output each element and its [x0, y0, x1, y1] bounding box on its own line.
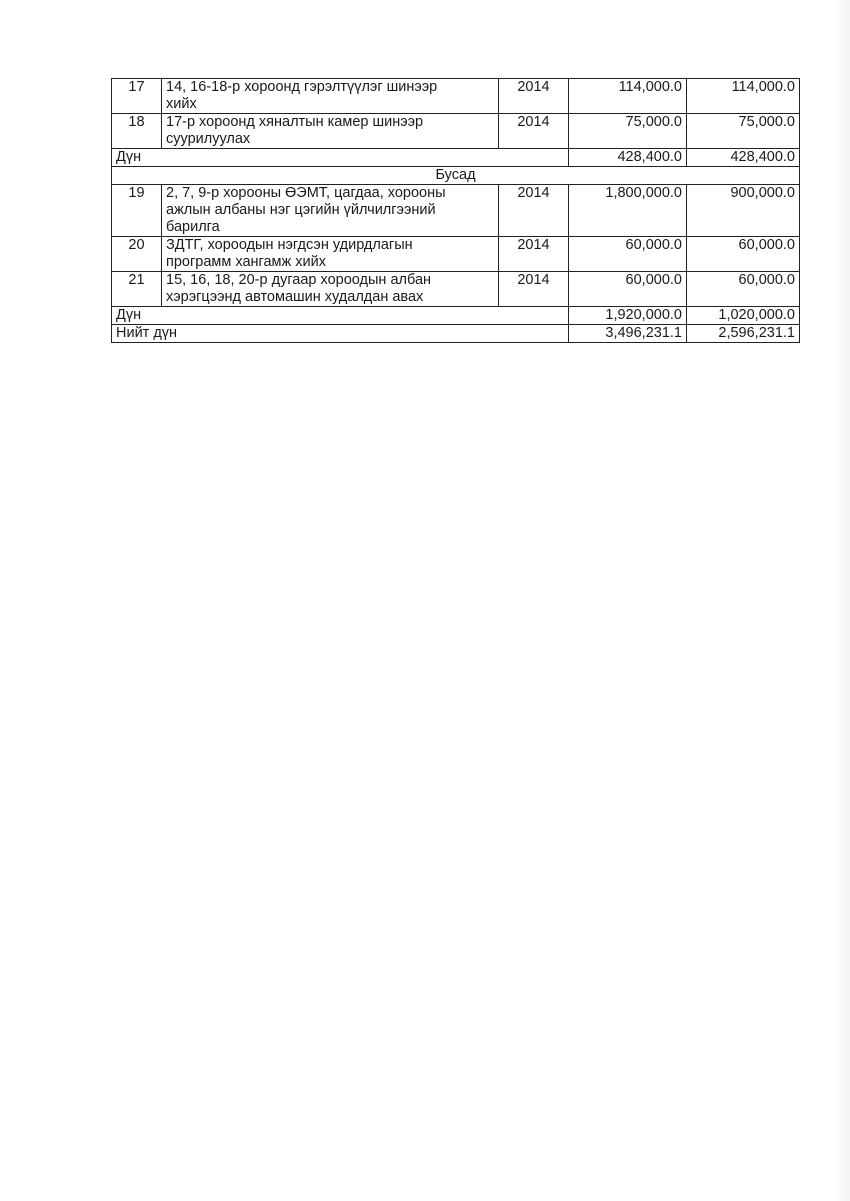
table-row: [112, 185, 800, 237]
total-cost: 428,400.0: [569, 149, 687, 167]
description-line: 14, 16-18-р хороонд гэрэлтүүлэг шинээр: [166, 79, 438, 95]
total-label: Дүн: [112, 307, 569, 325]
row-total-cost: 60,000.0: [569, 272, 687, 307]
row-total-cost: 1,800,000.0: [569, 185, 687, 237]
row-description: [162, 185, 499, 237]
row-amount: 60,000.0: [687, 237, 800, 272]
row-number: 21: [112, 272, 162, 307]
description-line: суурилуулах: [166, 131, 251, 147]
row-amount: 114,000.0: [687, 79, 800, 114]
description-line: ажлын албаны нэг цэгийн үйлчилгээний: [166, 202, 436, 218]
total-cost: 1,920,000.0: [569, 307, 687, 325]
table-row: [112, 237, 800, 272]
description-line: 17-р хороонд хяналтын камер шинээр: [166, 114, 424, 130]
row-description: [162, 114, 499, 149]
total-label: Дүн: [112, 149, 569, 167]
total-amount: 1,020,000.0: [687, 307, 800, 325]
total-row: [112, 149, 800, 167]
description-line: 2, 7, 9-р хорооны ӨЭМТ, цагдаа, хорооны: [166, 185, 446, 201]
row-year: 2014: [499, 114, 569, 149]
section-title: Бусад: [112, 167, 800, 185]
description-line: барилга: [166, 219, 220, 235]
total-amount: 2,596,231.1: [687, 325, 800, 343]
total-row: [112, 307, 800, 325]
table-row: [112, 79, 800, 114]
section-row: [112, 167, 800, 185]
row-number: 19: [112, 185, 162, 237]
row-amount: 75,000.0: [687, 114, 800, 149]
row-year: 2014: [499, 79, 569, 114]
row-year: 2014: [499, 185, 569, 237]
budget-table: [111, 78, 800, 343]
row-year: 2014: [499, 272, 569, 307]
description-line: хийх: [166, 96, 197, 112]
description-line: ЗДТГ, хороодын нэгдсэн удирдлагын: [166, 237, 413, 253]
description-line: 15, 16, 18, 20-р дугаар хороодын албан: [166, 272, 432, 288]
page-edge-shadow: [836, 0, 850, 1201]
row-description: [162, 272, 499, 307]
table-row: [112, 272, 800, 307]
row-number: 17: [112, 79, 162, 114]
table-row: [112, 114, 800, 149]
total-amount: 428,400.0: [687, 149, 800, 167]
description-line: хэрэгцээнд автомашин худалдан авах: [166, 289, 424, 305]
total-label: Нийт дүн: [112, 325, 569, 343]
row-amount: 900,000.0: [687, 185, 800, 237]
total-row: [112, 325, 800, 343]
row-description: [162, 237, 499, 272]
row-year: 2014: [499, 237, 569, 272]
row-amount: 60,000.0: [687, 272, 800, 307]
row-number: 18: [112, 114, 162, 149]
row-number: 20: [112, 237, 162, 272]
total-cost: 3,496,231.1: [569, 325, 687, 343]
row-description: [162, 79, 499, 114]
budget-table-body: [112, 79, 800, 343]
row-total-cost: 60,000.0: [569, 237, 687, 272]
row-total-cost: 75,000.0: [569, 114, 687, 149]
row-total-cost: 114,000.0: [569, 79, 687, 114]
description-line: программ хангамж хийх: [166, 254, 326, 270]
